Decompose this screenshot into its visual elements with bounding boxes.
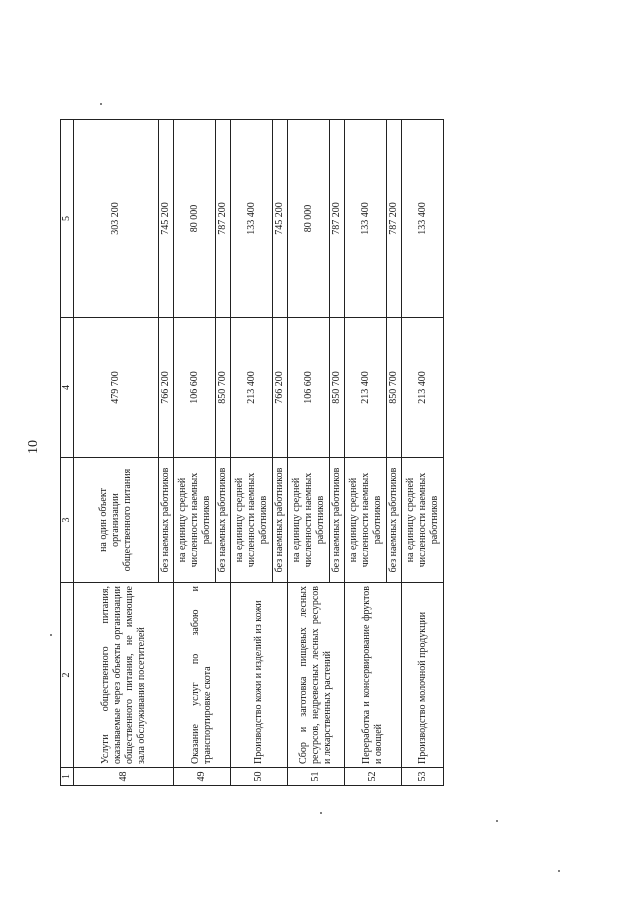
- row-number: 49: [174, 768, 231, 786]
- value-cell: 850 700: [387, 318, 402, 458]
- table-row: [174, 120, 216, 786]
- table-row: [402, 120, 444, 786]
- activity-name: Производство молочной продукции: [402, 583, 444, 768]
- condition-cell: на единицу средней численности наемных работников: [345, 458, 387, 583]
- value-cell: 133 400: [402, 120, 444, 318]
- value-cell: 745 200: [273, 120, 288, 318]
- table-row: [288, 120, 330, 786]
- header-cell: 5: [61, 120, 74, 318]
- value-cell: 303 200: [74, 120, 159, 318]
- table-row: [231, 120, 273, 786]
- row-number: 51: [288, 768, 345, 786]
- table-row: [74, 120, 159, 786]
- value-cell: 745 200: [159, 120, 174, 318]
- rotated-page-content: [60, 120, 441, 786]
- header-row: [61, 120, 74, 786]
- value-cell: 213 400: [231, 318, 273, 458]
- scan-speck: [320, 812, 322, 814]
- condition-cell: без наемных работников: [216, 458, 231, 583]
- value-cell: 80 000: [288, 120, 330, 318]
- condition-cell: на один объект организации общественного питания: [74, 458, 159, 583]
- value-cell: 133 400: [345, 120, 387, 318]
- value-cell: 787 200: [216, 120, 231, 318]
- row-number: 48: [74, 768, 174, 786]
- value-cell: 787 200: [330, 120, 345, 318]
- scan-speck: [50, 634, 52, 636]
- value-cell: 80 000: [174, 120, 216, 318]
- condition-cell: на единицу средней численности наемных работников: [231, 458, 273, 583]
- fee-table: [60, 119, 444, 786]
- scan-speck: [496, 820, 498, 822]
- activity-name: Переработка и консервирование фруктов и овощей: [345, 583, 402, 768]
- row-number: 52: [345, 768, 402, 786]
- page-number: 10: [26, 440, 41, 454]
- activity-name: Услуги общественного питания, оказываемые через объекты организации общественного питания, не имеющие зала обслуживания посетителей: [74, 583, 174, 768]
- header-cell: 4: [61, 318, 74, 458]
- value-cell: 213 400: [402, 318, 444, 458]
- value-cell: 479 700: [74, 318, 159, 458]
- condition-cell: без наемных работников: [159, 458, 174, 583]
- table-row: [345, 120, 387, 786]
- value-cell: 766 200: [159, 318, 174, 458]
- condition-cell: без наемных работников: [387, 458, 402, 583]
- row-number: 53: [402, 768, 444, 786]
- header-cell: 2: [61, 583, 74, 768]
- row-number: 50: [231, 768, 288, 786]
- scan-speck: [100, 103, 102, 105]
- condition-cell: на единицу средней численности наемных работников: [288, 458, 330, 583]
- value-cell: 133 400: [231, 120, 273, 318]
- condition-cell: на единицу средней численности наемных работников: [402, 458, 444, 583]
- header-cell: 1: [61, 768, 74, 786]
- value-cell: 106 600: [288, 318, 330, 458]
- value-cell: 213 400: [345, 318, 387, 458]
- activity-name: Оказание услуг по забою и транспортировке скота: [174, 583, 231, 768]
- activity-name: Производство кожи и изделий из кожи: [231, 583, 288, 768]
- value-cell: 850 700: [216, 318, 231, 458]
- value-cell: 787 200: [387, 120, 402, 318]
- value-cell: 850 700: [330, 318, 345, 458]
- value-cell: 106 600: [174, 318, 216, 458]
- activity-name: Сбор и заготовка пищевых лесных ресурсов, недревесных лесных ресурсов и лекарственных растений: [288, 583, 345, 768]
- header-cell: 3: [61, 458, 74, 583]
- scan-speck: [558, 870, 560, 872]
- condition-cell: на единицу средней численности наемных работников: [174, 458, 216, 583]
- condition-cell: без наемных работников: [273, 458, 288, 583]
- condition-cell: без наемных работников: [330, 458, 345, 583]
- value-cell: 766 200: [273, 318, 288, 458]
